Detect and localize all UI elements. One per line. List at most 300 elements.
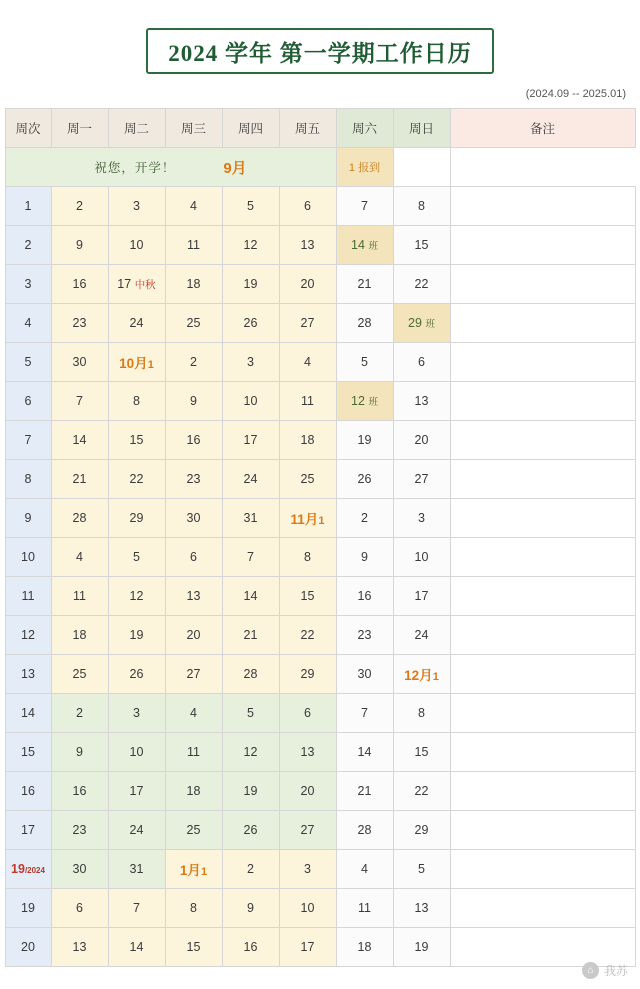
day-cell xyxy=(279,694,336,733)
note-cell[interactable] xyxy=(450,421,635,460)
day-number: 22 xyxy=(300,628,315,642)
day-number: 27 xyxy=(300,316,315,330)
day-number: 8 xyxy=(133,394,140,408)
day-cell xyxy=(222,499,279,538)
day-number: 5 xyxy=(418,862,425,876)
day-cell xyxy=(108,226,165,265)
day-cell xyxy=(393,733,450,772)
workday-tag: 班 xyxy=(368,241,378,252)
workday-tag: 班 xyxy=(368,397,378,408)
note-cell[interactable] xyxy=(450,343,635,382)
day-cell xyxy=(108,889,165,928)
table-row xyxy=(5,733,635,772)
day-number: 15 xyxy=(414,238,429,252)
day-number: 2 xyxy=(247,862,254,876)
day-number: 19 xyxy=(243,277,258,291)
table-row xyxy=(5,772,635,811)
day-number: 26 xyxy=(129,667,144,681)
day-cell xyxy=(336,577,393,616)
day-number: 13 xyxy=(300,238,315,252)
day-cell xyxy=(279,382,336,421)
day-cell xyxy=(336,733,393,772)
day-number: 12 xyxy=(129,589,144,603)
day-number: 4 xyxy=(361,862,368,876)
day-number: 18 xyxy=(72,628,87,642)
day-cell xyxy=(108,304,165,343)
day-number: 17 xyxy=(129,784,144,798)
note-cell[interactable] xyxy=(450,694,635,733)
day-cell xyxy=(222,655,279,694)
day-cell xyxy=(165,850,222,889)
day-cell xyxy=(108,694,165,733)
day-number: 17 xyxy=(243,433,258,447)
day-number: 13 xyxy=(414,901,429,915)
day-cell xyxy=(222,772,279,811)
day-number: 12 xyxy=(351,394,365,408)
table-row xyxy=(5,499,635,538)
day-number: 19 xyxy=(243,784,258,798)
week-number-cell: 2 xyxy=(5,226,51,265)
note-cell[interactable] xyxy=(450,538,635,577)
day-cell xyxy=(279,733,336,772)
week-number-cell: 16 xyxy=(5,772,51,811)
table-row xyxy=(5,187,635,226)
table-row xyxy=(5,226,635,265)
day-cell xyxy=(279,577,336,616)
day-number: 22 xyxy=(414,784,429,798)
table-row xyxy=(5,460,635,499)
column-header-friday: 周五 xyxy=(279,109,336,148)
day-number: 30 xyxy=(72,862,87,876)
day-cell xyxy=(222,889,279,928)
week-number-cell: 20 xyxy=(5,928,51,967)
day-number: 4 xyxy=(190,706,197,720)
day-cell xyxy=(51,460,108,499)
table-header-row xyxy=(5,109,635,148)
day-cell xyxy=(336,538,393,577)
day-number: 18 xyxy=(300,433,315,447)
day-number: 9 xyxy=(76,745,83,759)
week-number-cell: 14 xyxy=(5,694,51,733)
week-number-cell: 10 xyxy=(5,538,51,577)
day-number: 3 xyxy=(133,199,140,213)
day-cell xyxy=(222,343,279,382)
day-number: 13 xyxy=(186,589,201,603)
table-row xyxy=(5,304,635,343)
day-cell xyxy=(393,772,450,811)
day-cell xyxy=(51,616,108,655)
watermark-icon: ⌂ xyxy=(582,962,599,979)
week-number-cell: 9 xyxy=(5,499,51,538)
banner-cell xyxy=(5,148,336,187)
banner-greeting: 祝您，开学！ xyxy=(94,161,176,175)
day-number: 10 xyxy=(300,901,315,915)
day-number: 8 xyxy=(418,199,425,213)
day-number: 16 xyxy=(72,784,87,798)
day-cell xyxy=(393,577,450,616)
day-number: 16 xyxy=(72,277,87,291)
day-cell xyxy=(336,616,393,655)
month-banner-row xyxy=(5,148,635,187)
month-start-label: 11月1 xyxy=(290,512,325,527)
day-number: 27 xyxy=(300,823,315,837)
note-cell[interactable] xyxy=(450,226,635,265)
day-number: 22 xyxy=(129,472,144,486)
day-number: 20 xyxy=(186,628,201,642)
report-label: 1 报到 xyxy=(348,162,381,174)
week-number-cell: 19/2024 xyxy=(5,850,51,889)
week-number-cell: 19 xyxy=(5,889,51,928)
calendar-title-box xyxy=(146,28,494,74)
note-cell[interactable] xyxy=(450,655,635,694)
table-row xyxy=(5,655,635,694)
day-number: 20 xyxy=(300,277,315,291)
week-number-cell: 6 xyxy=(5,382,51,421)
day-number: 27 xyxy=(186,667,201,681)
note-cell[interactable] xyxy=(450,304,635,343)
day-number: 11 xyxy=(73,589,86,603)
month-start-label: 12月1 xyxy=(404,668,439,683)
day-cell xyxy=(165,538,222,577)
day-number: 3 xyxy=(304,862,311,876)
day-number: 26 xyxy=(243,823,258,837)
day-number: 29 xyxy=(414,823,429,837)
day-number: 15 xyxy=(414,745,429,759)
day-number: 10 xyxy=(129,745,144,759)
day-cell xyxy=(336,226,393,265)
day-number: 13 xyxy=(72,940,87,954)
day-cell xyxy=(51,499,108,538)
day-number: 26 xyxy=(357,472,372,486)
day-number: 12 xyxy=(243,745,258,759)
day-number: 17 xyxy=(414,589,429,603)
day-cell xyxy=(393,226,450,265)
day-cell xyxy=(165,187,222,226)
day-number: 16 xyxy=(357,589,372,603)
table-row xyxy=(5,265,635,304)
note-cell[interactable] xyxy=(450,772,635,811)
day-cell xyxy=(165,616,222,655)
day-cell xyxy=(279,889,336,928)
day-number: 23 xyxy=(72,316,87,330)
day-number: 7 xyxy=(133,901,140,915)
day-cell xyxy=(393,187,450,226)
table-row xyxy=(5,694,635,733)
day-cell xyxy=(51,694,108,733)
day-number: 15 xyxy=(129,433,144,447)
column-header-thursday: 周四 xyxy=(222,109,279,148)
day-cell xyxy=(222,304,279,343)
table-row xyxy=(5,538,635,577)
day-cell xyxy=(279,811,336,850)
day-number: 23 xyxy=(186,472,201,486)
day-number: 17 xyxy=(300,940,315,954)
page-title: 2024 学年 第一学期工作日历 xyxy=(168,40,472,66)
day-cell xyxy=(165,655,222,694)
day-number: 17 xyxy=(117,276,132,291)
note-cell[interactable] xyxy=(450,187,635,226)
day-cell xyxy=(51,772,108,811)
column-header-wednesday: 周三 xyxy=(165,109,222,148)
day-cell xyxy=(393,382,450,421)
day-cell xyxy=(222,850,279,889)
day-number: 14 xyxy=(129,940,144,954)
day-number: 21 xyxy=(243,628,258,642)
day-cell xyxy=(393,889,450,928)
day-number: 11 xyxy=(358,901,371,915)
day-cell xyxy=(51,733,108,772)
day-number: 21 xyxy=(72,472,87,486)
day-number: 25 xyxy=(300,472,315,486)
day-number: 16 xyxy=(186,433,201,447)
day-cell xyxy=(393,421,450,460)
day-cell xyxy=(393,343,450,382)
banner-month-label: 9月 xyxy=(223,159,247,177)
day-cell xyxy=(51,421,108,460)
day-number: 14 xyxy=(357,745,372,759)
day-cell xyxy=(336,499,393,538)
day-number: 7 xyxy=(361,706,368,720)
column-header-tuesday: 周二 xyxy=(108,109,165,148)
day-number: 7 xyxy=(247,550,254,564)
week-number-cell: 1 xyxy=(5,187,51,226)
day-number: 23 xyxy=(357,628,372,642)
day-cell xyxy=(165,460,222,499)
day-cell xyxy=(51,577,108,616)
day-cell xyxy=(393,694,450,733)
day-number: 28 xyxy=(243,667,258,681)
day-number: 27 xyxy=(414,472,429,486)
day-cell xyxy=(279,460,336,499)
table-row xyxy=(5,343,635,382)
day-number: 18 xyxy=(186,784,201,798)
workday-tag: 班 xyxy=(425,319,435,330)
day-cell xyxy=(222,265,279,304)
day-cell xyxy=(222,616,279,655)
day-cell xyxy=(51,304,108,343)
day-number: 9 xyxy=(190,394,197,408)
day-number: 28 xyxy=(357,316,372,330)
day-cell xyxy=(279,499,336,538)
day-number: 19 xyxy=(129,628,144,642)
day-cell xyxy=(108,499,165,538)
festival-label: 中秋 xyxy=(134,278,156,291)
note-cell[interactable] xyxy=(450,889,635,928)
day-cell xyxy=(279,772,336,811)
day-number: 7 xyxy=(76,394,83,408)
day-cell xyxy=(165,772,222,811)
day-cell xyxy=(222,577,279,616)
table-row xyxy=(5,850,635,889)
day-cell xyxy=(279,616,336,655)
day-cell xyxy=(222,694,279,733)
day-cell xyxy=(51,382,108,421)
day-number: 22 xyxy=(414,277,429,291)
banner-sunday-cell xyxy=(336,148,393,187)
day-number: 21 xyxy=(357,784,372,798)
work-calendar-table xyxy=(5,108,636,967)
day-cell xyxy=(279,187,336,226)
day-cell xyxy=(222,187,279,226)
day-cell xyxy=(222,460,279,499)
day-number: 30 xyxy=(357,667,372,681)
note-cell[interactable] xyxy=(450,733,635,772)
day-number: 29 xyxy=(300,667,315,681)
day-number: 23 xyxy=(72,823,87,837)
day-number: 24 xyxy=(129,823,144,837)
day-cell xyxy=(336,694,393,733)
day-number: 30 xyxy=(186,511,201,525)
day-number: 12 xyxy=(243,238,258,252)
day-cell xyxy=(336,811,393,850)
day-number: 11 xyxy=(301,394,314,408)
table-row xyxy=(5,421,635,460)
day-number: 29 xyxy=(129,511,144,525)
day-number: 10 xyxy=(243,394,258,408)
week-number-cell: 5 xyxy=(5,343,51,382)
day-number: 2 xyxy=(76,199,83,213)
table-row xyxy=(5,811,635,850)
day-cell xyxy=(336,889,393,928)
day-cell xyxy=(108,421,165,460)
day-cell xyxy=(108,655,165,694)
day-cell xyxy=(336,187,393,226)
table-row xyxy=(5,889,635,928)
day-number: 15 xyxy=(300,589,315,603)
day-cell xyxy=(165,421,222,460)
note-cell[interactable] xyxy=(450,460,635,499)
day-number: 6 xyxy=(304,199,311,213)
day-number: 29 xyxy=(408,316,422,330)
day-cell xyxy=(51,265,108,304)
day-cell xyxy=(222,382,279,421)
day-cell xyxy=(108,577,165,616)
day-cell xyxy=(336,304,393,343)
day-cell xyxy=(51,226,108,265)
day-cell xyxy=(51,850,108,889)
day-cell xyxy=(108,733,165,772)
note-cell[interactable] xyxy=(450,382,635,421)
day-number: 6 xyxy=(76,901,83,915)
day-number: 9 xyxy=(361,550,368,564)
day-cell xyxy=(336,382,393,421)
day-cell xyxy=(279,343,336,382)
day-number: 15 xyxy=(186,940,201,954)
month-start-label: 10月1 xyxy=(119,356,154,371)
day-cell xyxy=(336,343,393,382)
week-number-cell: 8 xyxy=(5,460,51,499)
column-header-week: 周次 xyxy=(5,109,51,148)
day-number: 3 xyxy=(247,355,254,369)
column-header-monday: 周一 xyxy=(51,109,108,148)
day-number: 4 xyxy=(76,550,83,564)
day-cell xyxy=(165,811,222,850)
day-number: 11 xyxy=(187,238,200,252)
note-cell xyxy=(393,148,450,187)
day-number: 31 xyxy=(243,511,258,525)
month-start-label: 1月1 xyxy=(179,863,208,878)
day-number: 21 xyxy=(357,277,372,291)
day-number: 13 xyxy=(300,745,315,759)
day-cell xyxy=(222,811,279,850)
day-number: 20 xyxy=(300,784,315,798)
day-cell xyxy=(165,577,222,616)
day-number: 5 xyxy=(133,550,140,564)
day-cell xyxy=(108,460,165,499)
table-row xyxy=(5,577,635,616)
day-number: 25 xyxy=(186,316,201,330)
day-cell xyxy=(336,772,393,811)
table-row xyxy=(5,616,635,655)
watermark-label: 我苏 xyxy=(603,964,628,978)
day-cell xyxy=(108,811,165,850)
day-cell xyxy=(336,460,393,499)
note-cell[interactable] xyxy=(450,850,635,889)
column-header-sunday: 周日 xyxy=(393,109,450,148)
day-cell xyxy=(393,499,450,538)
week-number-cell: 7 xyxy=(5,421,51,460)
day-number: 10 xyxy=(414,550,429,564)
day-cell xyxy=(393,538,450,577)
day-number: 2 xyxy=(190,355,197,369)
day-cell xyxy=(165,343,222,382)
day-cell xyxy=(222,538,279,577)
day-number: 8 xyxy=(190,901,197,915)
day-cell xyxy=(108,343,165,382)
day-number: 6 xyxy=(190,550,197,564)
day-number: 3 xyxy=(133,706,140,720)
day-cell xyxy=(279,226,336,265)
day-number: 25 xyxy=(72,667,87,681)
day-cell xyxy=(108,382,165,421)
day-number: 6 xyxy=(418,355,425,369)
day-number: 14 xyxy=(72,433,87,447)
note-cell[interactable] xyxy=(450,265,635,304)
day-cell xyxy=(51,187,108,226)
day-cell xyxy=(165,733,222,772)
day-cell xyxy=(165,694,222,733)
day-number: 28 xyxy=(357,823,372,837)
day-number: 2 xyxy=(76,706,83,720)
day-number: 5 xyxy=(361,355,368,369)
day-cell xyxy=(165,889,222,928)
watermark xyxy=(582,962,628,979)
day-cell xyxy=(51,343,108,382)
day-cell xyxy=(336,850,393,889)
day-cell xyxy=(108,616,165,655)
day-cell xyxy=(108,772,165,811)
note-cell[interactable] xyxy=(450,577,635,616)
day-cell xyxy=(279,538,336,577)
table-row xyxy=(5,382,635,421)
day-number: 8 xyxy=(418,706,425,720)
note-cell[interactable] xyxy=(450,499,635,538)
day-cell xyxy=(165,304,222,343)
day-number: 14 xyxy=(243,589,258,603)
day-number: 16 xyxy=(243,940,258,954)
day-cell xyxy=(108,187,165,226)
note-cell[interactable] xyxy=(450,811,635,850)
day-number: 6 xyxy=(304,706,311,720)
day-number: 30 xyxy=(72,355,87,369)
day-number: 7 xyxy=(361,199,368,213)
day-cell xyxy=(393,460,450,499)
day-cell xyxy=(222,226,279,265)
day-cell xyxy=(393,811,450,850)
day-cell xyxy=(165,226,222,265)
note-cell[interactable] xyxy=(450,616,635,655)
day-number: 3 xyxy=(418,511,425,525)
